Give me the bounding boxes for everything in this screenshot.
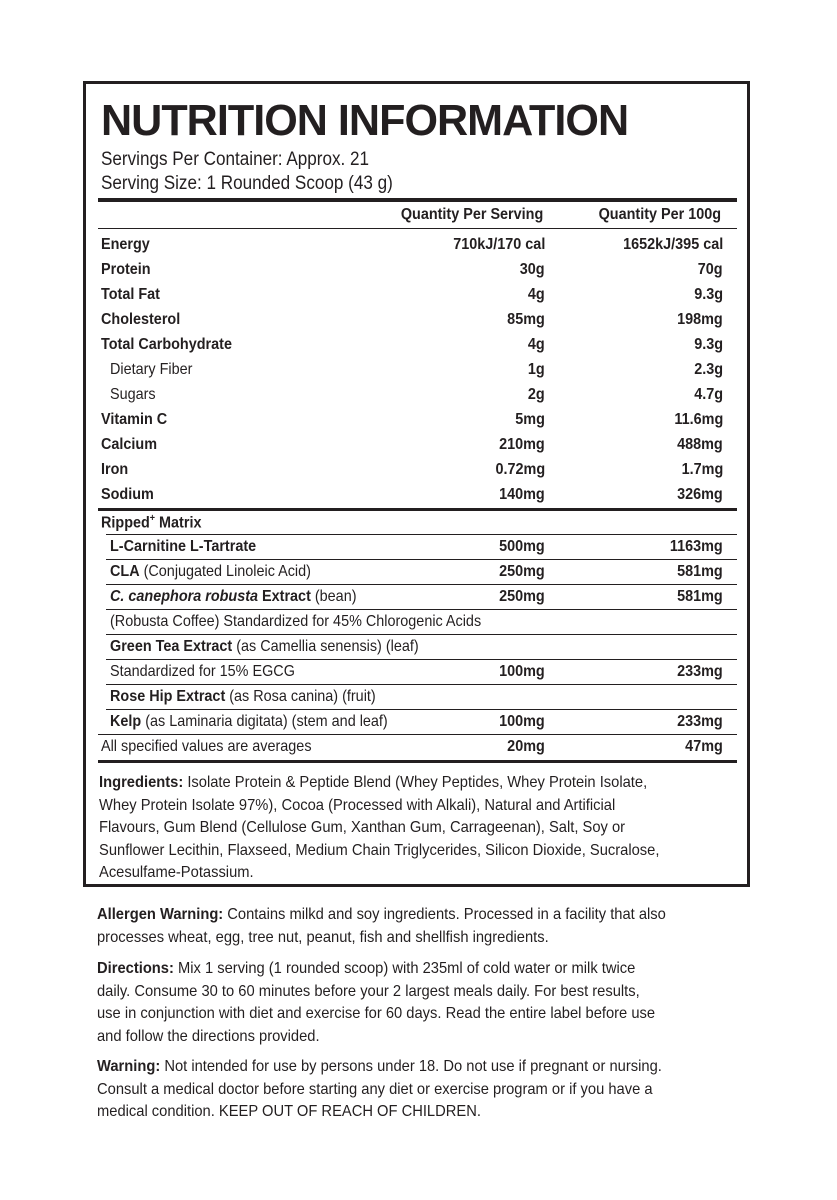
ingredients-block [99, 772, 659, 885]
thick-rule [98, 198, 737, 202]
ingredient-name: Rose Hip Extract (as Rosa canina) (fruit) [110, 688, 376, 705]
nutrient-name: Sugars [110, 386, 156, 403]
nutrient-row-sodium [98, 483, 737, 507]
per-100g-value: 1163mg [670, 538, 723, 555]
panel-title: NUTRITION INFORMATION [101, 96, 629, 145]
matrix-row-averages [98, 735, 737, 759]
ingredient-name: Kelp (as Laminaria digitata) (stem and leaf) [110, 713, 388, 730]
nutrient-name: Iron [101, 461, 129, 478]
per-100g-value: 233mg [677, 713, 723, 730]
ingredient-name: Standardized for 15% EGCG [110, 663, 295, 680]
per-100g-value: 4.7g [694, 386, 723, 403]
nutrient-row-energy [98, 233, 737, 257]
matrix-row-cla [98, 560, 737, 584]
per-100g-value: 326mg [677, 486, 723, 503]
per-serving-value: 100mg [499, 663, 545, 680]
ingredients-text: Flavours, Gum Blend (Cellulose Gum, Xanthan Gum, Carrageenan), Salt, Soy or [99, 819, 626, 836]
per-100g-value: 70g [698, 261, 723, 278]
matrix-row-egcg [98, 660, 737, 684]
matrix-row-rose-hip [98, 685, 737, 709]
matrix-title-row [98, 510, 737, 534]
nutrient-name: Vitamin C [101, 411, 168, 428]
nutrient-row-cholesterol [98, 308, 737, 332]
header-rule [98, 228, 737, 229]
per-100g-value: 2.3g [694, 361, 723, 378]
per-serving-value: 710kJ/170 cal [452, 236, 545, 253]
nutrient-name: Cholesterol [101, 311, 181, 328]
per-100g-value: 488mg [677, 436, 723, 453]
per-serving-value: 0.72mg [495, 461, 545, 478]
per-serving-value: 1g [528, 361, 545, 378]
nutrient-name: Dietary Fiber [110, 361, 193, 378]
per-serving-value: 20mg [507, 738, 545, 755]
nutrient-name: Total Fat [101, 286, 160, 303]
col-header-per-serving: Quantity Per Serving [400, 206, 543, 223]
warning: Warning: Not intended for use by persons under 18. Do not use if pregnant or nursing. Consult a medical doctor before starting any diet or exercise program or if you have a medical condition. KEEP OUT OF REACH OF CHILDREN. [97, 1058, 662, 1120]
per-100g-value: 1652kJ/395 cal [622, 236, 723, 253]
per-serving-value: 85mg [507, 311, 545, 328]
directions-label: Directions: [97, 960, 174, 977]
ingredients-label: Ingredients: [99, 774, 184, 791]
bottom-rule [98, 760, 737, 763]
per-100g-value: 9.3g [694, 336, 723, 353]
ingredients-text: Whey Protein Isolate 97%), Cocoa (Processed with Alkali), Natural and Artificial [99, 796, 616, 814]
directions: Directions: Mix 1 serving (1 rounded scoop) with 235ml of cold water or milk twice daily. Consume 30 to 60 minutes before your 2 largest meals daily. For best results, use in conjunction with diet and exercise for 60 days. Read the entire label before use and follow the directions provided. [97, 960, 656, 1045]
ingredients-text: Sunflower Lecithin, Flaxseed, Medium Chain Triglycerides, Silicon Dioxide, Sucralose, [99, 841, 660, 859]
ingredient-note: (Robusta Coffee) Standardized for 45% Chlorogenic Acids [110, 613, 482, 630]
nutrient-row-protein [98, 258, 737, 282]
servings-per-container: Servings Per Container: Approx. 21 [101, 149, 370, 170]
matrix-title: Ripped+ Matrix [101, 513, 202, 532]
per-serving-value: 500mg [499, 538, 545, 555]
per-100g-value: 198mg [677, 311, 723, 328]
nutrient-row-sugars [98, 383, 737, 407]
ingredients-text: Isolate Protein & Peptide Blend (Whey Peptides, Whey Protein Isolate, [183, 774, 648, 791]
matrix-row-kelp [98, 710, 737, 734]
matrix-row-carnitine [98, 535, 737, 559]
nutrient-name: Sodium [101, 486, 154, 503]
per-100g-value: 581mg [677, 563, 723, 580]
per-serving-value: 5mg [515, 411, 545, 428]
allergen-warning: Allergen Warning: Contains milkd and soy ingredients. Processed in a facility that also processes wheat, egg, tree nut, peanut, fish and shellfish ingredients. [97, 906, 666, 946]
per-100g-value: 1.7mg [681, 461, 723, 478]
per-serving-value: 250mg [499, 588, 545, 605]
per-serving-value: 210mg [499, 436, 545, 453]
ingredients-text: Acesulfame-Potassium. [99, 864, 254, 881]
ingredient-name: CLA (Conjugated Linoleic Acid) [110, 563, 311, 580]
per-serving-value: 250mg [499, 563, 545, 580]
nutrient-name: Total Carbohydrate [101, 336, 232, 353]
nutrient-row-vitamin-c [98, 408, 737, 432]
ingredient-name: L-Carnitine L-Tartrate [110, 538, 257, 555]
nutrient-row-total-fat [98, 283, 737, 307]
serving-size: Serving Size: 1 Rounded Scoop (43 g) [101, 173, 393, 194]
nutrition-panel [83, 81, 750, 887]
per-serving-value: 4g [528, 286, 545, 303]
per-100g-value: 47mg [685, 738, 723, 755]
per-100g-value: 9.3g [694, 286, 723, 303]
warning-label: Warning: [97, 1058, 161, 1075]
per-serving-value: 4g [528, 336, 545, 353]
matrix-row-coffee [98, 585, 737, 609]
per-100g-value: 11.6mg [674, 411, 723, 428]
nutrient-name: Protein [101, 261, 151, 278]
allergen-label: Allergen Warning: [97, 906, 224, 923]
per-serving-value: 30g [520, 261, 545, 278]
per-serving-value: 2g [528, 386, 545, 403]
nutrient-row-total-carbohydrate [98, 333, 737, 357]
matrix-row-green-tea [98, 635, 737, 659]
per-serving-value: 140mg [499, 486, 545, 503]
col-header-per-100g: Quantity Per 100g [598, 206, 721, 223]
ingredient-name: C. canephora robusta Extract (bean) [110, 588, 357, 605]
nutrient-name: Calcium [101, 436, 158, 453]
nutrient-row-dietary-fiber [98, 358, 737, 382]
nutrient-row-iron [98, 458, 737, 482]
per-serving-value: 100mg [499, 713, 545, 730]
ingredient-name: Green Tea Extract (as Camellia senensis) (leaf) [110, 638, 419, 655]
per-100g-value: 233mg [677, 663, 723, 680]
nutrient-row-calcium [98, 433, 737, 457]
averages-note: All specified values are averages [101, 738, 312, 755]
matrix-row-coffee-note [98, 610, 737, 634]
per-100g-value: 581mg [677, 588, 723, 605]
nutrient-name: Energy [101, 236, 150, 253]
